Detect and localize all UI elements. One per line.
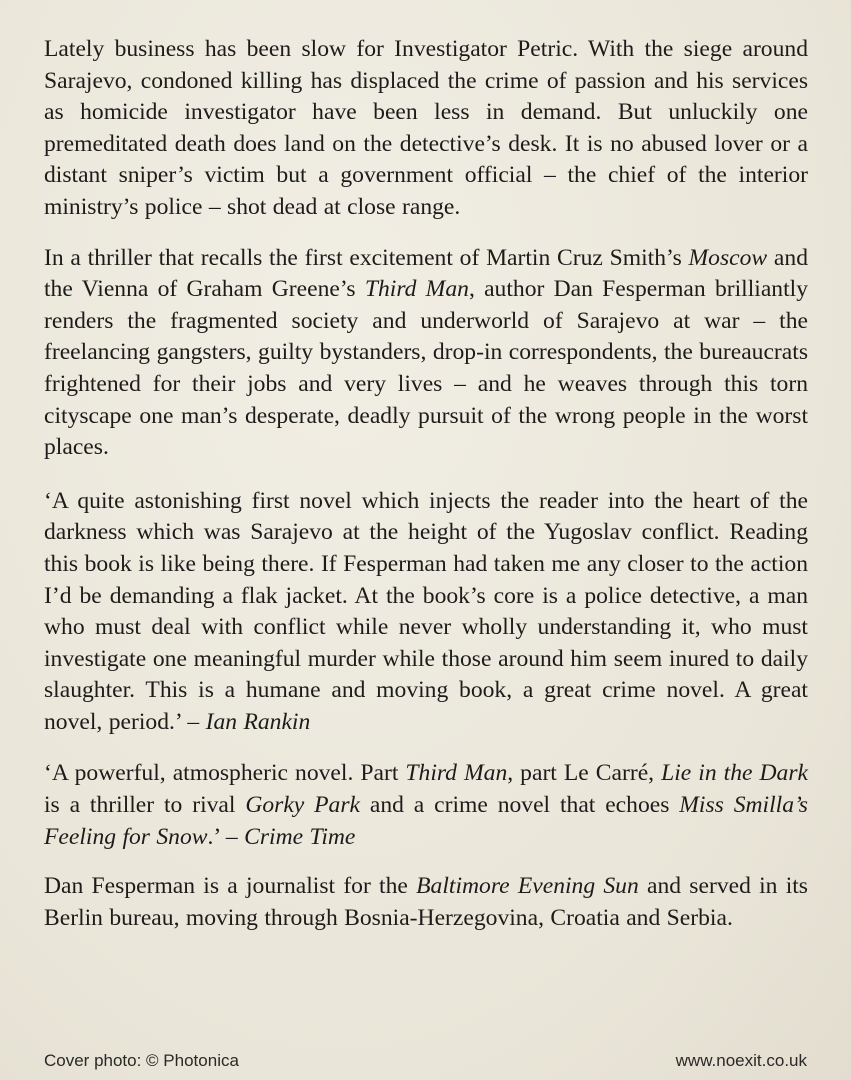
review-source-crime-time: Crime Time <box>244 823 356 850</box>
back-cover-text <box>44 34 808 934</box>
title-third-man: Third Man <box>364 276 469 303</box>
synopsis-paragraph <box>44 34 808 224</box>
publisher-url: www.noexit.co.uk <box>675 1051 807 1070</box>
author-bio-text-1: Dan Fesperman is a journalist for the <box>44 873 417 900</box>
quote2-text-3: is a thriller to rival <box>44 792 246 819</box>
quote2-text-5: .’ – <box>207 823 245 850</box>
comparison-paragraph <box>44 243 808 464</box>
cover-photo-credit: Cover photo: © Photonica <box>44 1051 239 1070</box>
comparison-text-3: , author Dan Fesperman brilliantly renders the fragmented society and underworld of Sarajevo at war – the freelancing gangsters, guilty bystanders, drop-in correspondents, the bureaucrats frightened for their jobs and very lives – and he weaves through this torn cityscape one man’s desperate, deadly pursuit of the wrong people in the worst places. <box>44 276 808 461</box>
title-third-man-2: Third Man <box>405 760 508 787</box>
review-quote-text: ‘A quite astonishing first novel which injects the reader into the heart of the darkness which was Sarajevo at the height of the Yugoslav conflict. Reading this book is like being there. If Fesperman had taken me any closer to the action I’d be demanding a flak jacket. At the book’s core is a police detective, a man who must deal with conflict while never wholly understanding it, who must investigate one meaningful murder while those around him seem inured to daily slaughter. This is a humane and moving book, a great crime novel. A great novel, period.’ – <box>44 487 808 735</box>
synopsis-text: Lately business has been slow for Investigator Petric. With the siege around Sarajevo, condoned killing has displaced the crime of passion and his services as homicide investigator have been less in demand. But unluckily one premeditated death does land on the detective’s desk. It is no abused lover or a distant sniper’s victim but a government official – the chief of the interior ministry’s police – shot dead at close range. <box>44 36 808 220</box>
author-bio-text-2: and served in its Berlin bureau, moving through Bosnia-Herzegovina, Croatia and Serbia. <box>44 873 808 931</box>
review-quote-crime-time <box>44 758 808 853</box>
comparison-text-2: and the Vienna of Graham Greene’s <box>44 244 808 303</box>
comparison-text-1: In a thriller that recalls the first excitement of Martin Cruz Smith’s <box>44 244 689 271</box>
review-quote-rankin <box>44 486 808 739</box>
quote2-text-2: , part Le Carré, <box>507 760 662 787</box>
author-bio <box>44 871 808 934</box>
title-miss-smilla: Miss Smilla’s Feeling for Snow <box>44 792 808 850</box>
quote2-text-1: ‘A powerful, atmospheric novel. Part <box>44 760 406 787</box>
title-gorky-park: Gorky Park <box>245 792 360 819</box>
title-moscow: Moscow <box>688 244 768 271</box>
newspaper-title: Baltimore Evening Sun <box>416 873 639 900</box>
review-source-rankin: Ian Rankin <box>205 708 311 735</box>
footer <box>44 1051 807 1071</box>
quote2-text-4: and a crime novel that echoes <box>360 792 680 819</box>
title-lie-in-the-dark: Lie in the Dark <box>661 760 808 787</box>
